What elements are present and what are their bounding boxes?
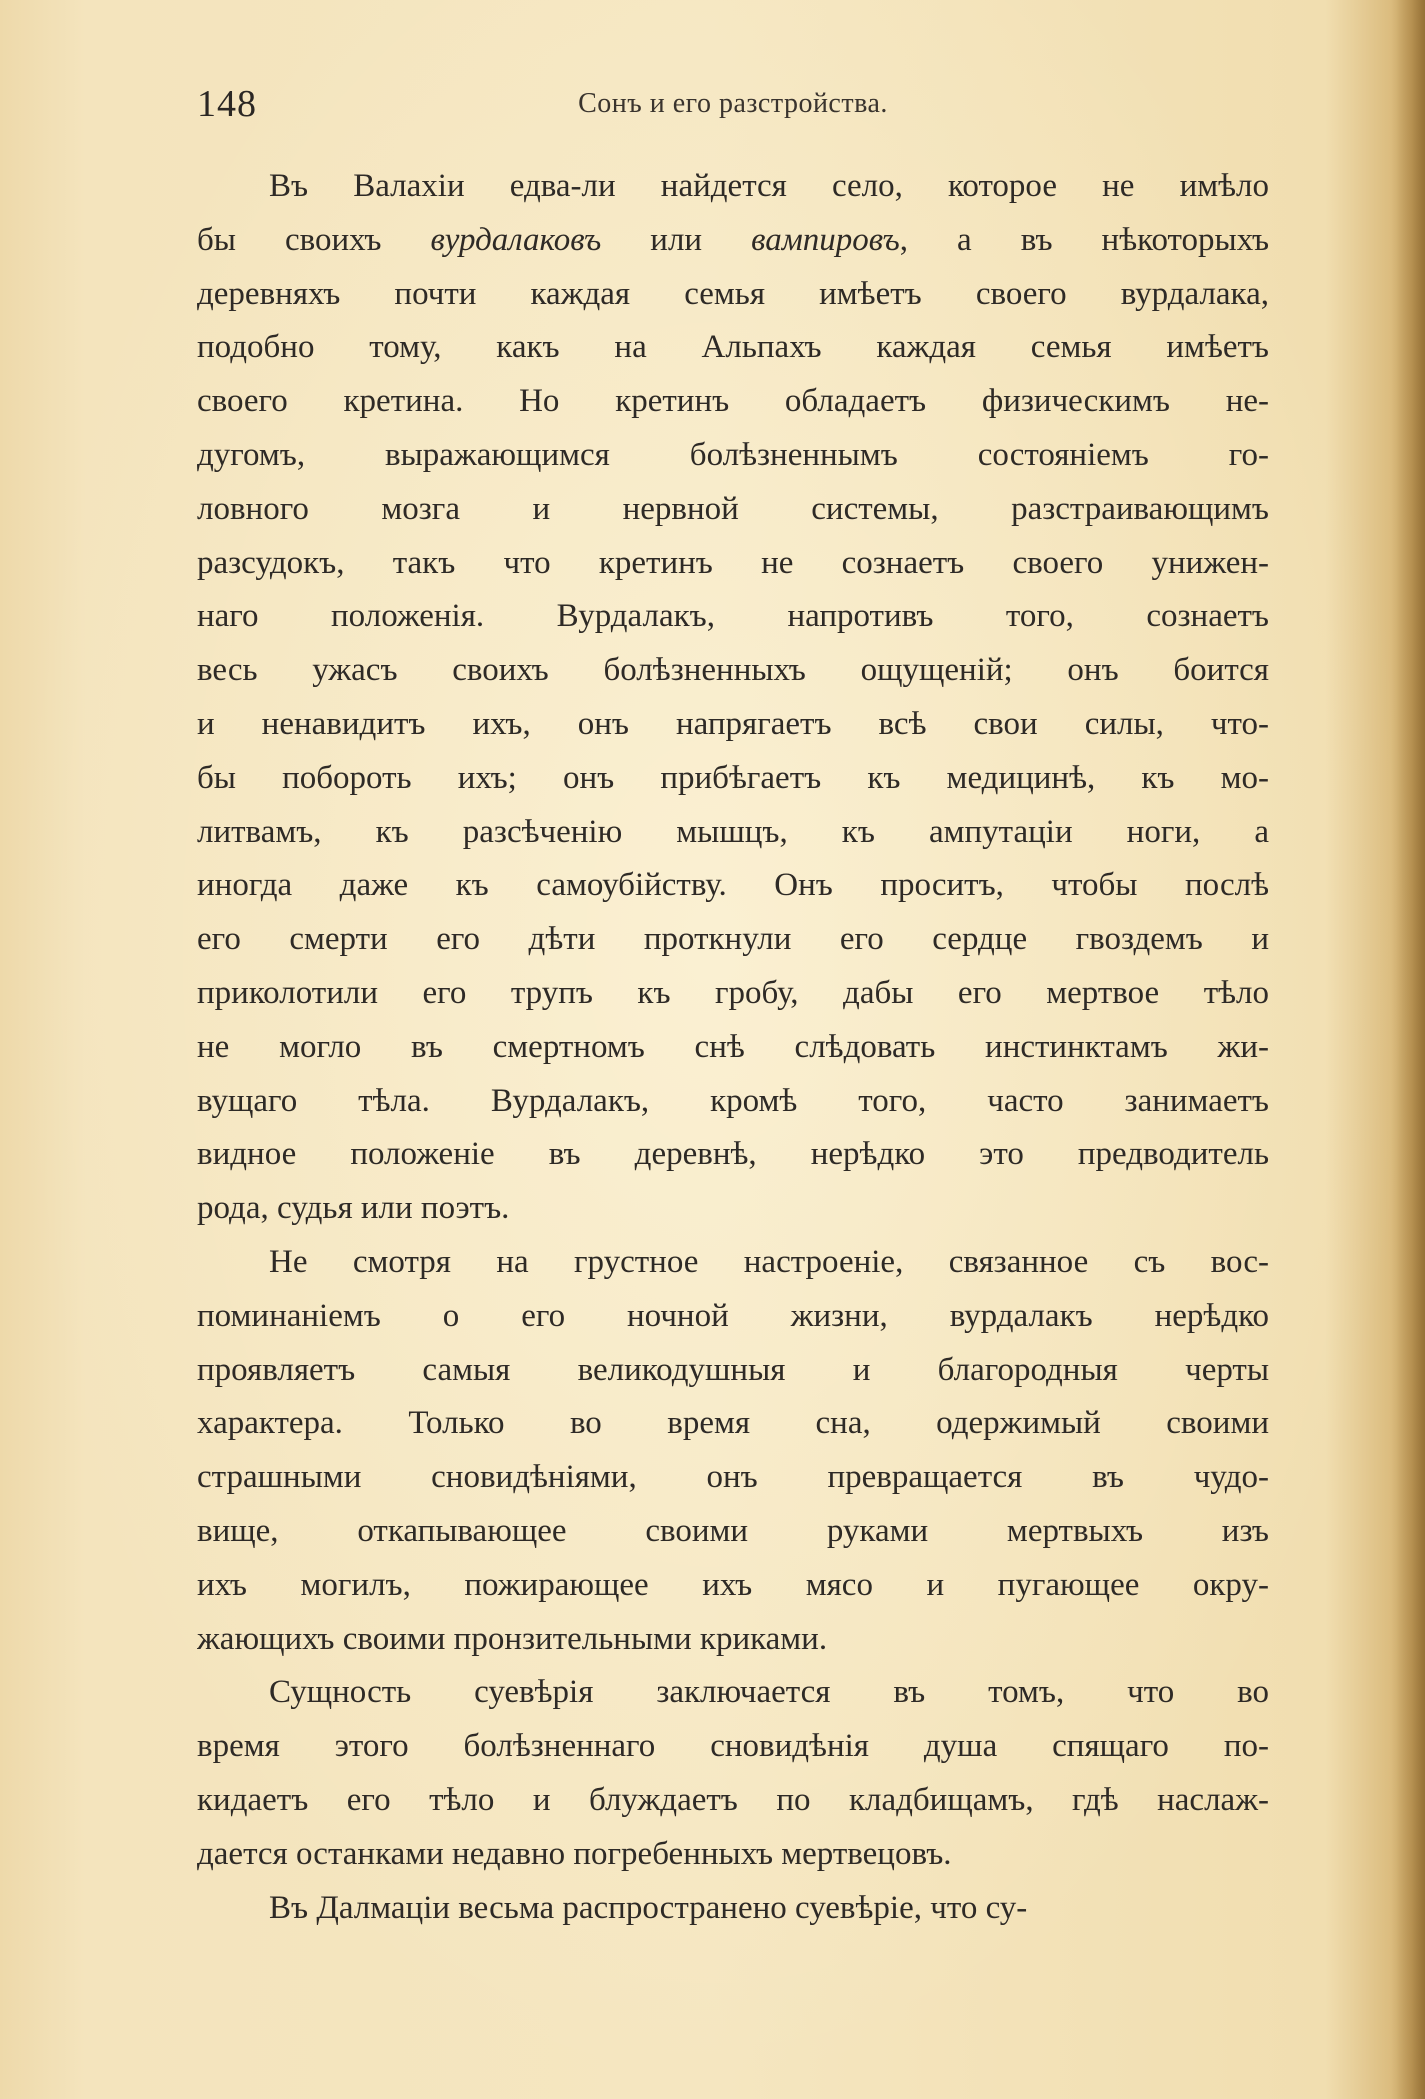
- text-segment: подобно тому, какъ на Альпахъ каждая семья имѣетъ: [197, 329, 1269, 366]
- emphasized-term: вампировъ: [751, 221, 900, 258]
- text-line: [197, 429, 1269, 483]
- page-number: 148: [197, 83, 257, 125]
- text-line: [197, 967, 1269, 1021]
- body-text: [197, 160, 1269, 1935]
- text-segment: бы своихъ: [197, 221, 431, 258]
- text-segment: вище, откапывающее своими руками мертвыхъ изъ: [197, 1512, 1269, 1549]
- text-line: [197, 1882, 1269, 1936]
- text-segment: Не смотря на грустное настроеніе, связанное съ вос-: [269, 1243, 1269, 1280]
- text-segment: дугомъ, выражающимся болѣзненнымъ состояніемъ го-: [197, 436, 1269, 473]
- text-segment: весь ужасъ своихъ болѣзненныхъ ощущеній; онъ боится: [197, 652, 1269, 689]
- text-line: [197, 1344, 1269, 1398]
- text-segment: поминаніемъ о его ночной жизни, вурдалакъ нерѣдко: [197, 1297, 1269, 1334]
- text-line: [197, 752, 1269, 806]
- text-segment: наго положенія. Вурдалакъ, напротивъ того, сознаетъ: [197, 598, 1269, 635]
- text-line: [197, 537, 1269, 591]
- text-segment: видное положеніе въ деревнѣ, нерѣдко это предводитель: [197, 1136, 1269, 1173]
- text-line: [197, 1613, 1269, 1667]
- text-line: [197, 1236, 1269, 1290]
- text-segment: бы побороть ихъ; онъ прибѣгаетъ къ медицинѣ, къ мо-: [197, 759, 1269, 796]
- text-line: [197, 806, 1269, 860]
- text-segment: его смерти его дѣти проткнули его сердце гвоздемъ и: [197, 921, 1269, 958]
- text-segment: вущаго тѣла. Вурдалакъ, кромѣ того, часто занимаетъ: [197, 1082, 1269, 1119]
- text-segment: проявляетъ самыя великодушныя и благородныя черты: [197, 1351, 1269, 1388]
- text-segment: Въ Далмаціи весьма распространено суевѣріе, что су-: [269, 1889, 1028, 1926]
- text-line: [197, 1182, 1269, 1236]
- text-line: [197, 1397, 1269, 1451]
- text-segment: своего кретина. Но кретинъ обладаетъ физическимъ не-: [197, 383, 1269, 420]
- text-line: [197, 1128, 1269, 1182]
- text-line: [197, 1451, 1269, 1505]
- text-segment: литвамъ, къ разсѣченію мышцъ, къ ампутаціи ноги, а: [197, 813, 1269, 850]
- text-segment: ловного мозга и нервной системы, разстраивающимъ: [197, 490, 1269, 527]
- text-segment: и ненавидитъ ихъ, онъ напрягаетъ всѣ свои силы, что-: [197, 705, 1269, 742]
- text-line: [197, 1559, 1269, 1613]
- page-edge-shadow: [1391, 0, 1425, 2099]
- running-head: Сонъ и его разстройства.: [578, 88, 888, 119]
- text-line: [197, 1666, 1269, 1720]
- text-segment: время этого болѣзненнаго сновидѣнія душа спящаго по-: [197, 1728, 1269, 1765]
- text-segment: , а въ нѣкоторыхъ: [899, 221, 1269, 258]
- text-line: [197, 1505, 1269, 1559]
- text-segment: характера. Только во время сна, одержимый своими: [197, 1405, 1269, 1442]
- text-segment: жающихъ своими пронзительными криками.: [197, 1620, 828, 1657]
- text-segment: деревняхъ почти каждая семья имѣетъ своего вурдалака,: [197, 275, 1269, 312]
- text-segment: страшными сновидѣніями, онъ превращается въ чудо-: [197, 1459, 1269, 1496]
- text-line: [197, 698, 1269, 752]
- text-segment: Сущность суевѣрія заключается въ томъ, что во: [269, 1674, 1269, 1711]
- text-line: [197, 1075, 1269, 1129]
- text-line: [197, 483, 1269, 537]
- text-segment: иногда даже къ самоубійству. Онъ проситъ, чтобы послѣ: [197, 867, 1269, 904]
- text-segment: Въ Валахіи едва-ли найдется село, которое не имѣло: [269, 168, 1269, 204]
- text-line: [197, 1828, 1269, 1882]
- text-segment: приколотили его трупъ къ гробу, дабы его мертвое тѣло: [197, 974, 1269, 1011]
- text-line: [197, 1774, 1269, 1828]
- text-line: [197, 375, 1269, 429]
- text-segment: ихъ могилъ, пожирающее ихъ мясо и пугающее окру-: [197, 1566, 1269, 1603]
- text-line: [197, 160, 1269, 214]
- text-line: [197, 1021, 1269, 1075]
- page-header: [197, 82, 1269, 132]
- text-line: [197, 913, 1269, 967]
- text-segment: кидаетъ его тѣло и блуждаетъ по кладбищамъ, гдѣ наслаж-: [197, 1781, 1269, 1818]
- text-segment: дается останками недавно погребенныхъ мертвецовъ.: [197, 1835, 952, 1872]
- emphasized-term: вурдалаковъ: [430, 221, 602, 258]
- text-segment: или: [601, 221, 752, 258]
- text-line: [197, 1720, 1269, 1774]
- text-segment: разсудокъ, такъ что кретинъ не сознаетъ своего унижен-: [197, 544, 1269, 581]
- text-line: [197, 644, 1269, 698]
- text-line: [197, 268, 1269, 322]
- text-line: [197, 321, 1269, 375]
- text-line: [197, 590, 1269, 644]
- text-line: [197, 859, 1269, 913]
- text-line: [197, 214, 1269, 268]
- text-segment: не могло въ смертномъ снѣ слѣдовать инстинктамъ жи-: [197, 1028, 1269, 1065]
- text-segment: рода, судья или поэтъ.: [197, 1190, 510, 1227]
- text-line: [197, 1290, 1269, 1344]
